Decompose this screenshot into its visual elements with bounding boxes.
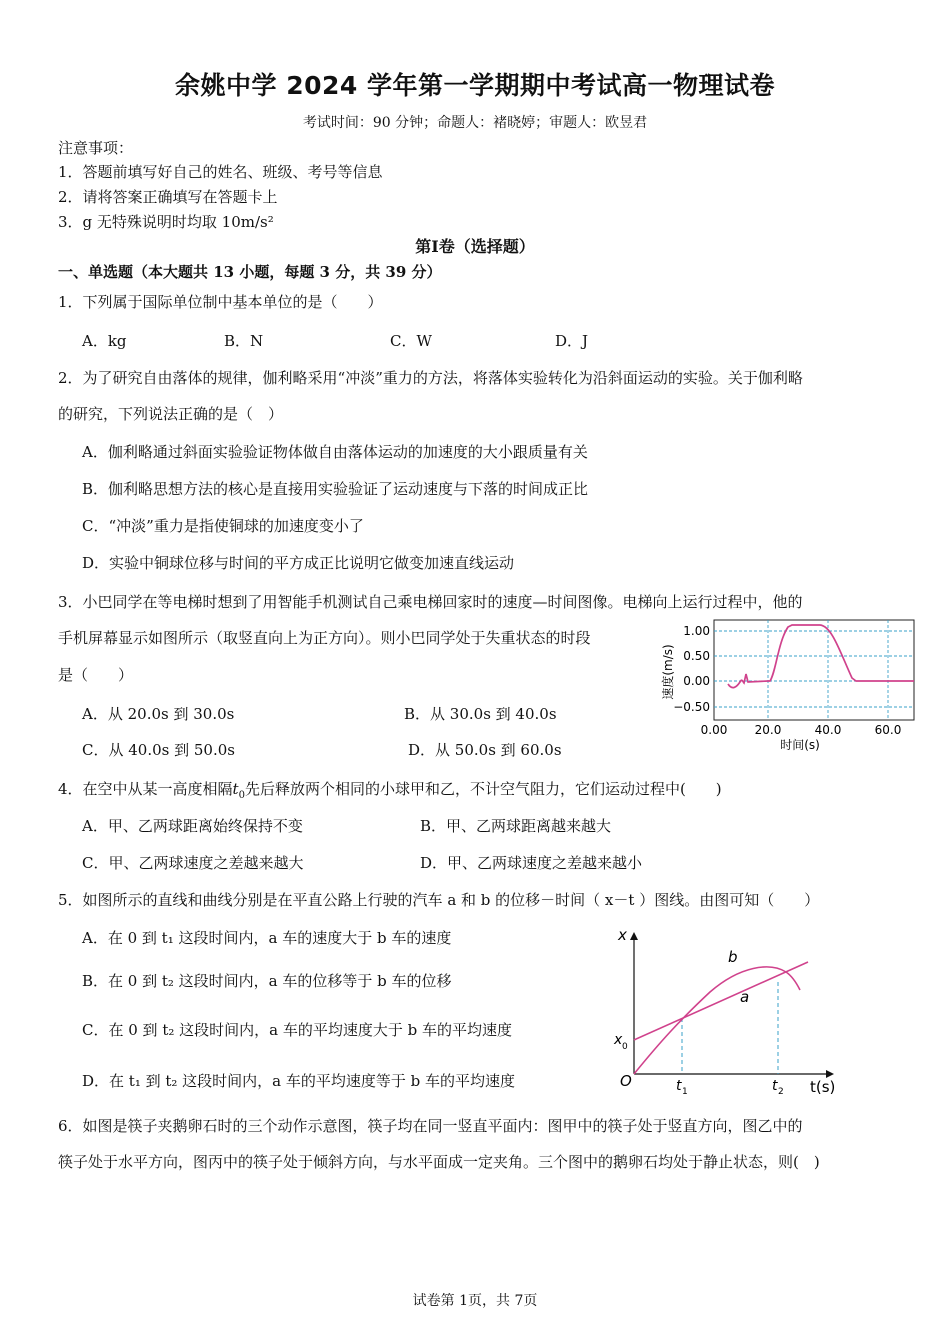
note-item: 1．答题前填写好自己的姓名、班级、考号等信息	[58, 163, 383, 181]
q4-option-b: B．甲、乙两球距离越来越大	[420, 817, 612, 835]
exam-title: 余姚中学 2024 学年第一学期期中考试高一物理试卷	[175, 71, 775, 100]
y-tick-label: −0.50	[673, 700, 710, 714]
q2-stem-line1: 2．为了研究自由落体的规律，伽利略采用“冲淡”重力的方法，将落体实验转化为沿斜面运动的实验。关于伽利略	[58, 369, 803, 387]
q4-stem-part1: 4．在空中从某一高度相隔	[58, 780, 233, 798]
q5-option-a: A．在 0 到 t₁ 这段时间内，a 车的速度大于 b 车的速度	[82, 929, 452, 947]
exam-subtitle: 考试时间：90 分钟；命题人：褚晓婷；审题人：欧昱君	[302, 115, 648, 131]
q5-option-d: D．在 t₁ 到 t₂ 这段时间内，a 车的平均速度等于 b 车的平均速度	[82, 1072, 516, 1090]
curve-b-label: b	[728, 948, 738, 966]
q3-option-c: C．从 40.0s 到 50.0s	[82, 741, 235, 759]
q3-stem-line1: 3．小巴同学在等电梯时想到了用智能手机测试自己乘电梯回家时的速度—时间图像。电梯向上运行过程中，他的	[58, 593, 803, 611]
t1-sub: 1	[682, 1087, 688, 1096]
y-tick-label: 1.00	[683, 624, 710, 638]
q4-option-d: D．甲、乙两球速度之差越来越小	[420, 854, 643, 872]
chart-plot-area	[714, 620, 914, 720]
q2-option-c: C．“冲淡”重力是指使铜球的加速度变小了	[82, 517, 364, 535]
q2-option-b: B．伽利略思想方法的核心是直接用实验验证了运动速度与下落的时间成正比	[82, 480, 589, 498]
t2-sub: 2	[778, 1087, 784, 1096]
x-axis-arrow	[630, 932, 638, 940]
q3-option-a: A．从 20.0s 到 30.0s	[82, 705, 235, 723]
part-title: 第Ⅰ卷（选择题）	[415, 237, 535, 256]
q1-option-b: B．N	[224, 332, 264, 350]
q3-stem-line2: 手机屏幕显示如图所示（取竖直向上为正方向）。则小巴同学处于失重状态的时段	[58, 629, 591, 647]
q5-stem: 5．如图所示的直线和曲线分别是在平直公路上行驶的汽车 a 和 b 的位移－时间（ x－t ）图线。由图可知（ ）	[58, 891, 820, 909]
y-axis-label: 速度(m/s)	[661, 644, 675, 700]
q4-var-sub: 0	[238, 790, 245, 801]
q3-option-d: D．从 50.0s 到 60.0s	[408, 741, 562, 759]
x-axis-label: 时间(s)	[780, 738, 820, 752]
q3-option-b: B．从 30.0s 到 40.0s	[404, 705, 557, 723]
q1-stem: 1．下列属于国际单位制中基本单位的是（ ）	[58, 293, 383, 311]
t-axis-arrow	[826, 1070, 834, 1078]
q6-stem-line1: 6．如图是筷子夹鹅卵石时的三个动作示意图，筷子均在同一竖直平面内：图甲中的筷子处于竖直方向，图乙中的	[58, 1117, 803, 1135]
q5-option-c: C．在 0 到 t₂ 这段时间内，a 车的平均速度大于 b 车的平均速度	[82, 1021, 512, 1039]
x-tick-label: 20.0	[754, 723, 782, 737]
q2-stem-line2: 的研究，下列说法正确的是（ ）	[58, 405, 284, 423]
x0-sub: 0	[622, 1042, 628, 1052]
section-title: 一、单选题（本大题共 13 小题，每题 3 分，共 39 分）	[58, 263, 442, 281]
q5-option-b: B．在 0 到 t₂ 这段时间内，a 车的位移等于 b 车的位移	[82, 972, 452, 990]
q4-option-a: A．甲、乙两球距离始终保持不变	[82, 817, 303, 835]
line-a	[634, 962, 808, 1040]
position-time-graph	[610, 922, 846, 1096]
note-item: 2．请将答案正确填写在答题卡上	[58, 188, 278, 206]
q1-option-d: D．J	[555, 332, 589, 350]
x-tick-label: 0.00	[700, 723, 728, 737]
q2-option-a: A．伽利略通过斜面实验验证物体做自由落体运动的加速度的大小跟质量有关	[82, 443, 588, 461]
curve-b	[634, 967, 800, 1074]
q1-option-a: A．kg	[82, 332, 127, 350]
x0-label: x	[614, 1032, 623, 1048]
t2-label: t	[772, 1078, 778, 1094]
x-tick-label: 60.0	[874, 723, 902, 737]
q6-stem-line2: 筷子处于水平方向，图丙中的筷子处于倾斜方向，与水平面成一定夹角。三个图中的鹅卵石均处于静止状态，则( )	[58, 1153, 820, 1171]
q2-option-d: D．实验中铜球位移与时间的平方成正比说明它做变加速直线运动	[82, 554, 515, 572]
y-tick-label: 0.00	[683, 674, 710, 688]
q4-option-c: C．甲、乙两球速度之差越来越大	[82, 854, 304, 872]
origin-label: O	[620, 1072, 632, 1090]
x-tick-label: 40.0	[814, 723, 842, 737]
note-item: 3．g 无特殊说明时均取 10m/s²	[58, 213, 274, 231]
q4-var-t: t	[232, 780, 239, 798]
notes-heading: 注意事项：	[58, 139, 134, 157]
t-axis-label: t(s)	[810, 1078, 836, 1096]
q1-option-c: C．W	[390, 332, 432, 350]
velocity-time-chart	[660, 612, 922, 754]
q4-stem-part2: 先后释放两个相同的小球甲和乙，不计空气阻力，它们运动过程中( )	[244, 780, 722, 798]
q3-stem-line3: 是（ ）	[58, 666, 134, 684]
page-footer: 试卷第 1页，共 7页	[412, 1293, 538, 1309]
t1-label: t	[676, 1078, 682, 1094]
q4-stem	[58, 778, 722, 801]
x-axis-label: x	[618, 926, 627, 944]
line-a-label: a	[740, 988, 750, 1006]
y-tick-label: 0.50	[683, 649, 710, 663]
